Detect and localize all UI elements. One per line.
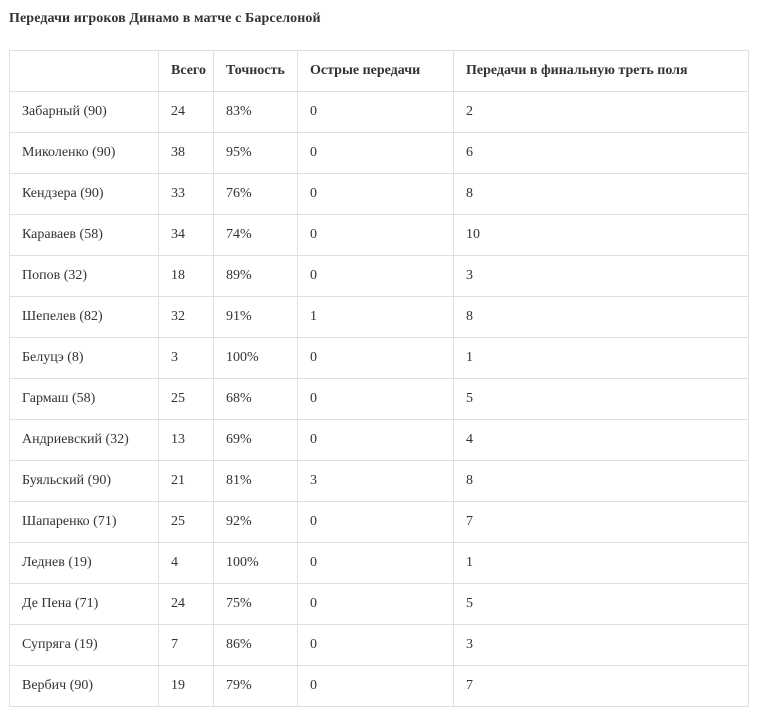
stat-cell: 10: [454, 215, 749, 256]
table-row: [10, 420, 749, 461]
table-row: [10, 133, 749, 174]
stat-cell: 5: [454, 379, 749, 420]
table-header: [10, 51, 749, 92]
player-cell: Де Пена (71): [10, 584, 159, 625]
table-row: [10, 666, 749, 707]
stat-cell: 100%: [214, 338, 298, 379]
stat-cell: 0: [298, 625, 454, 666]
table-row: [10, 297, 749, 338]
stat-cell: 89%: [214, 256, 298, 297]
stat-cell: 3: [454, 256, 749, 297]
stat-cell: 8: [454, 174, 749, 215]
stat-cell: 13: [159, 420, 214, 461]
stat-cell: 0: [298, 256, 454, 297]
stat-cell: 76%: [214, 174, 298, 215]
stat-cell: 81%: [214, 461, 298, 502]
table-row: [10, 625, 749, 666]
player-cell: Кендзера (90): [10, 174, 159, 215]
stat-cell: 83%: [214, 92, 298, 133]
table-row: [10, 174, 749, 215]
player-cell: Белуцэ (8): [10, 338, 159, 379]
stat-cell: 7: [454, 502, 749, 543]
stat-cell: 0: [298, 92, 454, 133]
player-cell: Буяльский (90): [10, 461, 159, 502]
stat-cell: 25: [159, 379, 214, 420]
table-header-row: [10, 51, 749, 92]
table-row: [10, 379, 749, 420]
stat-cell: 79%: [214, 666, 298, 707]
table-row: [10, 215, 749, 256]
stat-cell: 6: [454, 133, 749, 174]
stat-cell: 0: [298, 666, 454, 707]
stat-cell: 24: [159, 92, 214, 133]
player-cell: Шепелев (82): [10, 297, 159, 338]
stat-cell: 0: [298, 502, 454, 543]
stat-cell: 4: [454, 420, 749, 461]
stat-cell: 1: [454, 338, 749, 379]
stat-cell: 8: [454, 461, 749, 502]
player-cell: Шапаренко (71): [10, 502, 159, 543]
stat-cell: 38: [159, 133, 214, 174]
table-row: [10, 584, 749, 625]
stat-cell: 0: [298, 215, 454, 256]
player-cell: Забарный (90): [10, 92, 159, 133]
stat-cell: 0: [298, 133, 454, 174]
stat-cell: 25: [159, 502, 214, 543]
stat-cell: 69%: [214, 420, 298, 461]
stat-cell: 0: [298, 584, 454, 625]
passes-stats-table: [9, 50, 749, 707]
table-row: [10, 502, 749, 543]
stat-cell: 18: [159, 256, 214, 297]
stat-cell: 7: [159, 625, 214, 666]
stat-cell: 74%: [214, 215, 298, 256]
stat-cell: 33: [159, 174, 214, 215]
stat-cell: 0: [298, 338, 454, 379]
column-header: Передачи в финальную треть поля: [454, 51, 749, 92]
table-row: [10, 543, 749, 584]
stat-cell: 86%: [214, 625, 298, 666]
column-header: Всего: [159, 51, 214, 92]
stat-cell: 0: [298, 174, 454, 215]
player-cell: Миколенко (90): [10, 133, 159, 174]
stat-cell: 1: [454, 543, 749, 584]
stat-cell: 68%: [214, 379, 298, 420]
stat-cell: 3: [159, 338, 214, 379]
stat-cell: 92%: [214, 502, 298, 543]
player-cell: Гармаш (58): [10, 379, 159, 420]
stat-cell: 24: [159, 584, 214, 625]
player-cell: Вербич (90): [10, 666, 159, 707]
stat-cell: 19: [159, 666, 214, 707]
table-row: [10, 338, 749, 379]
stat-cell: 7: [454, 666, 749, 707]
stat-cell: 95%: [214, 133, 298, 174]
stat-cell: 8: [454, 297, 749, 338]
stat-cell: 21: [159, 461, 214, 502]
column-header-player: [10, 51, 159, 92]
stat-cell: 100%: [214, 543, 298, 584]
player-cell: Караваев (58): [10, 215, 159, 256]
player-cell: Леднев (19): [10, 543, 159, 584]
table-row: [10, 256, 749, 297]
stat-cell: 3: [298, 461, 454, 502]
stat-cell: 0: [298, 420, 454, 461]
stat-cell: 32: [159, 297, 214, 338]
stat-cell: 1: [298, 297, 454, 338]
table-body: [10, 92, 749, 707]
stat-cell: 0: [298, 379, 454, 420]
table-row: [10, 461, 749, 502]
player-cell: Андриевский (32): [10, 420, 159, 461]
stat-cell: 3: [454, 625, 749, 666]
stat-cell: 5: [454, 584, 749, 625]
column-header: Острые передачи: [298, 51, 454, 92]
stat-cell: 91%: [214, 297, 298, 338]
stat-cell: 34: [159, 215, 214, 256]
stat-cell: 4: [159, 543, 214, 584]
stat-cell: 2: [454, 92, 749, 133]
stat-cell: 0: [298, 543, 454, 584]
column-header: Точность: [214, 51, 298, 92]
player-cell: Супряга (19): [10, 625, 159, 666]
player-cell: Попов (32): [10, 256, 159, 297]
table-row: [10, 92, 749, 133]
stat-cell: 75%: [214, 584, 298, 625]
page-title: Передачи игроков Динамо в матче с Барселоной: [9, 11, 321, 26]
